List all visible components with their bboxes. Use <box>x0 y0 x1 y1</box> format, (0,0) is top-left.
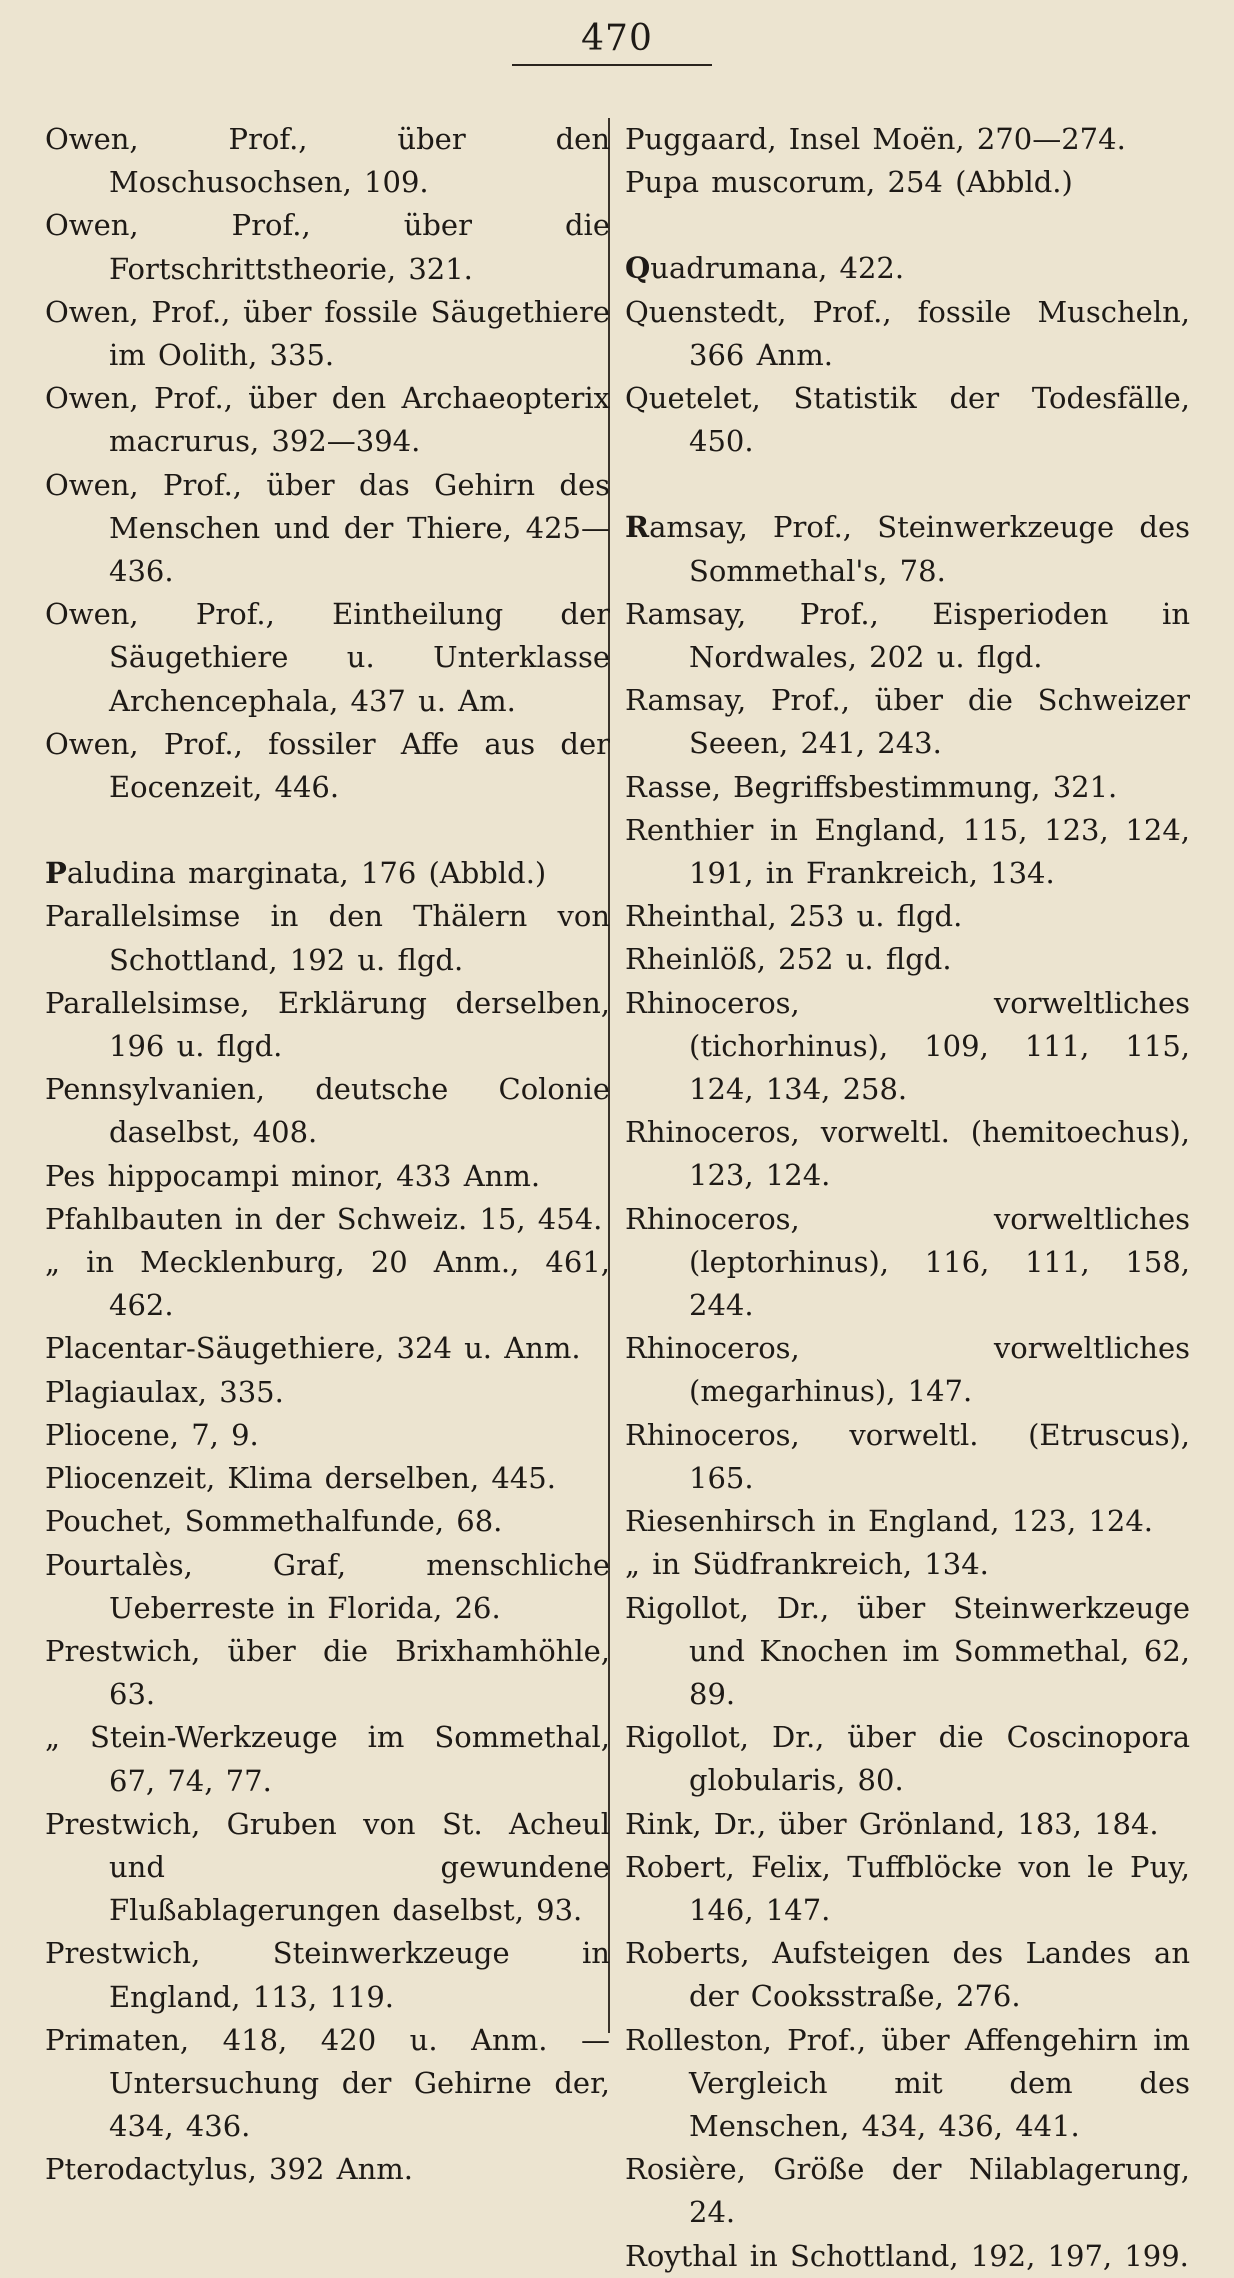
index-entry: Pfahlbauten in der Schweiz. 15, 454. <box>45 1201 603 1236</box>
index-entry: Prestwich, über die Brixhamhöhle, 63. <box>45 1633 610 1712</box>
index-entry: Riesenhirsch in England, 123, 124. <box>625 1504 1154 1539</box>
index-entry: Prestwich, Steinwerkzeuge in England, 113, 119. <box>45 1936 610 2014</box>
index-entry: Rhinoceros, vorweltliches (megarhinus), 147. <box>625 1331 1190 1409</box>
index-entry: Rink, Dr., über Grönland, 183, 184. <box>625 1806 1159 1841</box>
index-entry: Quadrumana, 422. <box>625 251 905 286</box>
index-entry: Owen, Prof., Eintheilung der Säugethiere u. Unterklasse Archencephala, 437 u. Am. <box>45 597 610 718</box>
index-column-left <box>45 118 610 2192</box>
index-entry: Pupa muscorum, 254 (Abbld.) <box>625 165 1073 200</box>
index-entry: Owen, Prof., über das Gehirn des Menschen und der Thiere, 425—436. <box>45 467 610 589</box>
index-entry: „ Stein-Werkzeuge im Sommethal, 67, 74, 77. <box>45 1720 610 1798</box>
page-number: 470 <box>581 18 653 59</box>
index-entry: Roberts, Aufsteigen des Landes an der Cooksstraße, 276. <box>625 1936 1190 2014</box>
index-entry: Rasse, Begriffsbestimmung, 321. <box>625 769 1118 804</box>
index-entry: Owen, Prof., über fossile Säugethiere im Oolith, 335. <box>45 294 610 373</box>
index-entry: „ in Südfrankreich, 134. <box>625 1547 989 1582</box>
index-entry: Roythal in Schottland, 192, 197, 199. <box>625 2238 1189 2273</box>
index-entry: Plagiaulax, 335. <box>45 1374 284 1409</box>
index-entry: Rolleston, Prof., über Affengehirn im Vergleich mit dem des Menschen, 434, 436, 441. <box>625 2022 1190 2143</box>
index-column-right <box>625 118 1190 2278</box>
index-entry: Robert, Felix, Tuffblöcke von le Puy, 146, 147. <box>625 1849 1190 1927</box>
index-entry: Rhinoceros, vorweltl. (Etruscus), 165. <box>625 1417 1190 1495</box>
index-entry: Rosière, Größe der Nilablagerung, 24. <box>625 2152 1190 2230</box>
index-entry: Pterodactylus, 392 Anm. <box>45 2152 413 2187</box>
index-entry: Pourtalès, Graf, menschliche Ueberreste in Florida, 26. <box>45 1547 610 1625</box>
index-entry: Rheinthal, 253 u. flgd. <box>625 899 963 934</box>
index-entry: Rigollot, Dr., über die Coscinopora globularis, 80. <box>625 1720 1190 1798</box>
index-entry: Pes hippocampi minor, 433 Anm. <box>45 1158 541 1193</box>
index-entry: Primaten, 418, 420 u. Anm. — Untersuchung der Gehirne der, 434, 436. <box>45 2022 610 2144</box>
index-entry: Paludina marginata, 176 (Abbld.) <box>45 856 547 891</box>
index-entry: Owen, Prof., über den Moschusochsen, 109. <box>45 122 610 200</box>
index-entry: Rhinoceros, vorweltliches (leptorhinus), 116, 111, 158, 244. <box>625 1201 1190 1323</box>
index-entry: Rigollot, Dr., über Steinwerkzeuge und Knochen im Sommethal, 62, 89. <box>625 1590 1190 1711</box>
index-entry: Puggaard, Insel Moën, 270—274. <box>625 122 1126 156</box>
index-entry: Quetelet, Statistik der Todesfälle, 450. <box>625 381 1190 459</box>
letter-section-gap <box>45 809 610 852</box>
index-entry: Prestwich, Gruben von St. Acheul und gewundene Flußablagerungen daselbst, 93. <box>45 1806 610 1928</box>
index-entry: Ramsay, Prof., über die Schweizer Seeen, 241, 243. <box>625 683 1190 761</box>
letter-section-gap <box>625 204 1190 247</box>
index-entry: Ramsay, Prof., Steinwerkzeuge des Sommethal's, 78. <box>625 510 1190 588</box>
letter-section-gap <box>625 463 1190 506</box>
index-entry: Renthier in England, 115, 123, 124, 191, in Frankreich, 134. <box>625 812 1190 891</box>
index-entry: Pliocenzeit, Klima derselben, 445. <box>45 1461 556 1496</box>
index-entry: Pennsylvanien, deutsche Colonie daselbst, 408. <box>45 1072 610 1150</box>
index-entry: Owen, Prof., fossiler Affe aus der Eocenzeit, 446. <box>45 726 610 805</box>
header-rule <box>512 64 712 66</box>
index-entry: Ramsay, Prof., Eisperioden in Nordwales, 202 u. flgd. <box>625 596 1190 675</box>
index-entry: Owen, Prof., über die Fortschrittstheorie, 321. <box>45 208 610 286</box>
index-entry: „ in Mecklenburg, 20 Anm., 461, 462. <box>45 1245 610 1323</box>
index-entry: Placentar-Säugethiere, 324 u. Anm. <box>45 1331 581 1366</box>
index-entry: Owen, Prof., über den Archaeopterix macrurus, 392—394. <box>45 381 610 459</box>
index-entry: Rhinoceros, vorweltliches (tichorhinus), 109, 111, 115, 124, 134, 258. <box>625 985 1190 1107</box>
index-entry: Parallelsimse, Erklärung derselben, 196 u. flgd. <box>45 985 610 1064</box>
index-entry: Rheinlöß, 252 u. flgd. <box>625 942 952 977</box>
index-entry: Pliocene, 7, 9. <box>45 1417 259 1452</box>
index-entry: Quenstedt, Prof., fossile Muscheln, 366 Anm. <box>625 294 1190 372</box>
index-entry: Parallelsimse in den Thälern von Schottland, 192 u. flgd. <box>45 899 610 977</box>
index-entry: Rhinoceros, vorweltl. (hemitoechus), 123, 124. <box>625 1115 1190 1193</box>
index-entry: Pouchet, Sommethalfunde, 68. <box>45 1504 503 1539</box>
